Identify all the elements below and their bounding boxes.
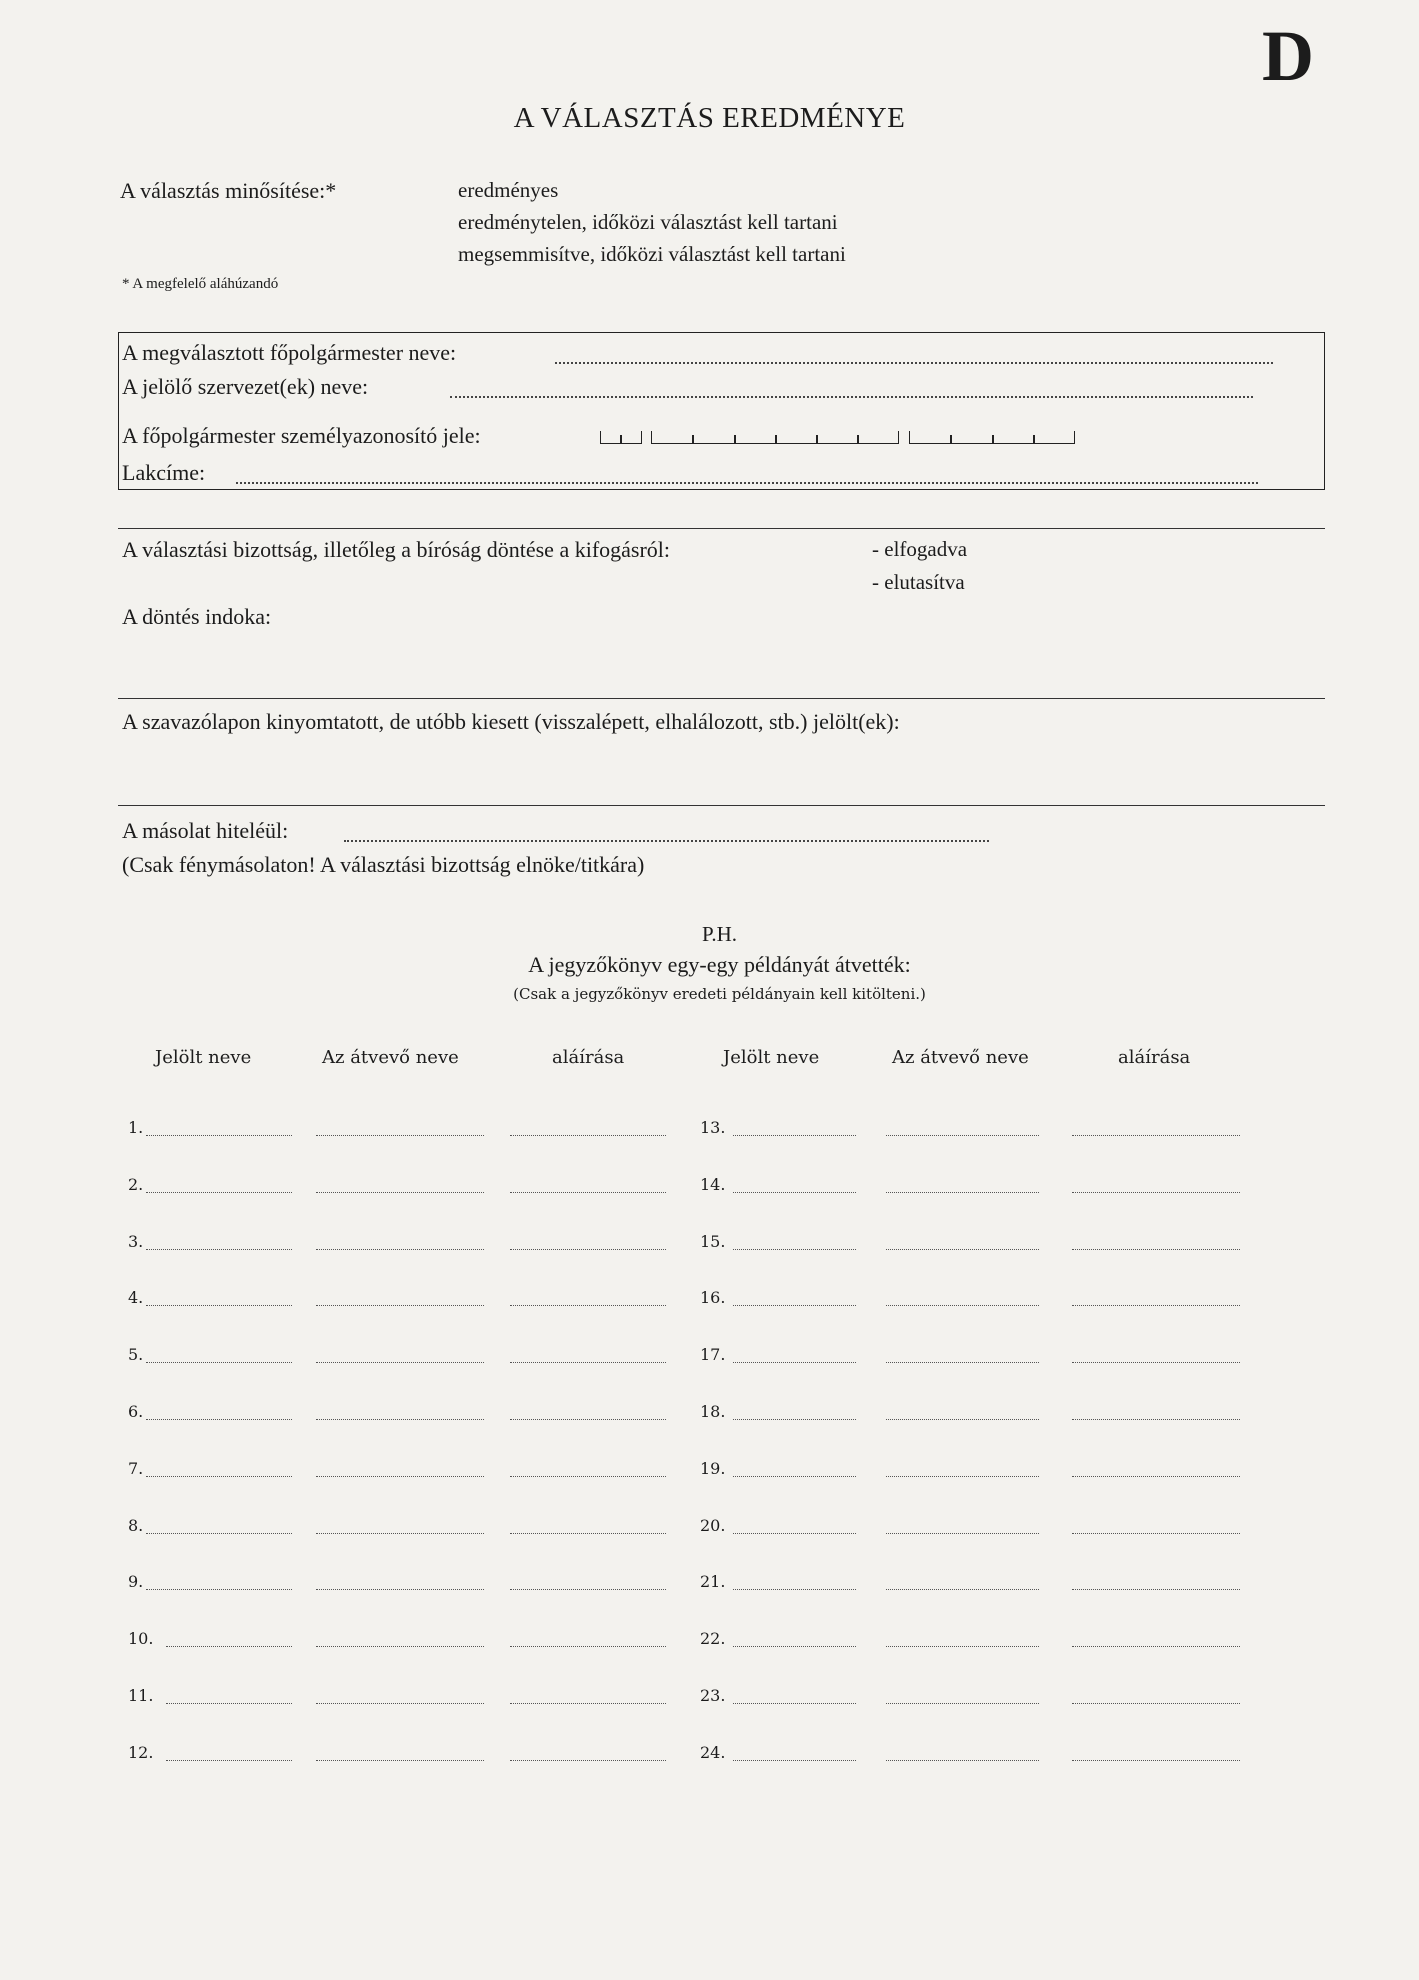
signature-field[interactable] <box>1072 1533 1240 1534</box>
row-number: 12. <box>128 1742 154 1762</box>
signature-field[interactable] <box>510 1362 666 1363</box>
row-number: 11. <box>128 1686 154 1705</box>
signature-field[interactable] <box>510 1249 666 1250</box>
row-number: 14. <box>700 1174 726 1194</box>
objection-rejected-option[interactable]: - elutasítva <box>872 570 965 594</box>
row-number: 3. <box>128 1231 144 1251</box>
candidate-name-field[interactable] <box>146 1476 292 1477</box>
elected-name-field[interactable] <box>555 362 1273 364</box>
candidate-name-field[interactable] <box>733 1135 856 1136</box>
candidate-name-field[interactable] <box>733 1703 856 1704</box>
nominating-org-label: A jelölő szervezet(ek) neve: <box>122 374 369 399</box>
divider <box>118 698 1325 699</box>
row-number: 4. <box>128 1288 144 1308</box>
col-header-recipient-left: Az átvevő neve <box>322 1047 459 1068</box>
candidate-name-field[interactable] <box>733 1362 856 1363</box>
candidate-name-field[interactable] <box>733 1249 856 1250</box>
recipient-name-field[interactable] <box>316 1533 484 1534</box>
recipient-name-field[interactable] <box>316 1476 484 1477</box>
candidate-name-field[interactable] <box>733 1646 856 1647</box>
col-header-signature-left: aláírása <box>552 1047 625 1068</box>
signature-field[interactable] <box>1072 1646 1240 1647</box>
recipient-name-field[interactable] <box>316 1646 484 1647</box>
signature-field[interactable] <box>1072 1192 1240 1193</box>
recipient-name-field[interactable] <box>886 1419 1039 1420</box>
qualification-footnote: * A megfelelő aláhúzandó <box>122 276 279 292</box>
recipient-name-field[interactable] <box>886 1476 1039 1477</box>
row-number: 13. <box>700 1118 726 1137</box>
certification-field[interactable] <box>344 840 989 842</box>
recipient-name-field[interactable] <box>886 1192 1039 1193</box>
col-header-recipient-right: Az átvevő neve <box>892 1047 1029 1068</box>
candidate-name-field[interactable] <box>146 1533 292 1534</box>
candidate-name-field[interactable] <box>733 1760 856 1761</box>
candidate-name-field[interactable] <box>146 1135 292 1136</box>
col-header-candidate-left: Jelölt neve <box>155 1047 252 1068</box>
signature-field[interactable] <box>510 1760 666 1761</box>
signature-field[interactable] <box>510 1135 666 1136</box>
page-title: A VÁLASZTÁS EREDMÉNYE <box>513 102 906 134</box>
candidate-name-field[interactable] <box>733 1533 856 1534</box>
qualification-option-unsuccessful[interactable]: eredménytelen, időközi választást kell tartani <box>458 210 838 234</box>
signature-field[interactable] <box>510 1192 666 1193</box>
candidate-name-field[interactable] <box>166 1703 292 1704</box>
recipient-name-field[interactable] <box>316 1249 484 1250</box>
candidate-name-field[interactable] <box>733 1305 856 1306</box>
certification-note: (Csak fénymásolaton! A választási bizottság elnöke/titkára) <box>122 852 645 877</box>
candidate-name-field[interactable] <box>733 1192 856 1193</box>
signature-field[interactable] <box>510 1476 666 1477</box>
row-number: 24. <box>700 1742 726 1762</box>
divider <box>118 805 1325 806</box>
candidate-name-field[interactable] <box>733 1419 856 1420</box>
row-number: 16. <box>700 1288 726 1308</box>
candidate-name-field[interactable] <box>166 1760 292 1761</box>
row-number: 7. <box>128 1458 144 1478</box>
candidate-name-field[interactable] <box>146 1305 292 1306</box>
recipient-name-field[interactable] <box>886 1249 1039 1250</box>
row-number: 10. <box>128 1629 154 1649</box>
section-letter: D <box>1262 16 1314 96</box>
signature-field[interactable] <box>510 1703 666 1704</box>
row-number: 9. <box>128 1572 144 1592</box>
candidate-name-field[interactable] <box>733 1476 856 1477</box>
recipient-name-field[interactable] <box>886 1135 1039 1136</box>
candidate-name-field[interactable] <box>166 1646 292 1647</box>
signature-field[interactable] <box>1072 1476 1240 1477</box>
dropped-candidates-label: A szavazólapon kinyomtatott, de utóbb kiesett (visszalépett, elhalálozott, stb.) jelölt(ek): <box>122 709 900 734</box>
objection-accepted-option[interactable]: - elfogadva <box>872 537 968 561</box>
address-field[interactable] <box>236 482 1258 484</box>
personal-id-label: A főpolgármester személyazonosító jele: <box>122 423 481 448</box>
signature-field[interactable] <box>1072 1589 1240 1590</box>
recipient-name-field[interactable] <box>316 1135 484 1136</box>
col-header-signature-right: aláírása <box>1118 1047 1191 1068</box>
signature-field[interactable] <box>1072 1362 1240 1363</box>
row-number: 21. <box>700 1572 726 1592</box>
qualification-option-annulled[interactable]: megsemmisítve, időközi választást kell tartani <box>458 242 846 266</box>
nominating-org-field[interactable] <box>450 396 1253 398</box>
candidate-name-field[interactable] <box>146 1249 292 1250</box>
row-number: 6. <box>128 1402 144 1421</box>
recipient-name-field[interactable] <box>316 1760 484 1761</box>
signature-field[interactable] <box>1072 1249 1240 1250</box>
recipient-name-field[interactable] <box>886 1760 1039 1761</box>
row-number: 1. <box>128 1118 144 1137</box>
row-number: 18. <box>700 1402 726 1421</box>
recipient-name-field[interactable] <box>886 1646 1039 1647</box>
recipient-name-field[interactable] <box>316 1703 484 1704</box>
recipient-name-field[interactable] <box>886 1589 1039 1590</box>
candidate-name-field[interactable] <box>146 1192 292 1193</box>
receipt-subheading: (Csak a jegyzőkönyv eredeti példányain kell kitölteni.) <box>513 985 926 1003</box>
row-number: 15. <box>700 1231 726 1251</box>
candidate-name-field[interactable] <box>733 1589 856 1590</box>
row-number: 20. <box>700 1515 726 1535</box>
col-header-candidate-right: Jelölt neve <box>723 1047 820 1068</box>
row-number: 17. <box>700 1345 726 1365</box>
row-number: 22. <box>700 1629 726 1649</box>
row-number: 8. <box>128 1515 144 1535</box>
certification-label: A másolat hiteléül: <box>122 818 289 843</box>
recipient-name-field[interactable] <box>886 1703 1039 1704</box>
qualification-label: A választás minősítése:* <box>120 178 337 203</box>
row-number: 23. <box>700 1686 726 1705</box>
signature-field[interactable] <box>510 1419 666 1420</box>
candidate-name-field[interactable] <box>146 1419 292 1420</box>
recipient-name-field[interactable] <box>316 1192 484 1193</box>
signature-field[interactable] <box>1072 1305 1240 1306</box>
objection-decision-label: A választási bizottság, illetőleg a bíróság döntése a kifogásról: <box>122 537 671 562</box>
recipient-name-field[interactable] <box>886 1533 1039 1534</box>
elected-name-label: A megválasztott főpolgármester neve: <box>122 340 457 365</box>
signature-field[interactable] <box>1072 1703 1240 1704</box>
recipient-name-field[interactable] <box>886 1362 1039 1363</box>
candidate-name-field[interactable] <box>146 1589 292 1590</box>
signature-field[interactable] <box>1072 1760 1240 1761</box>
row-number: 2. <box>128 1174 144 1194</box>
signature-field[interactable] <box>510 1646 666 1647</box>
recipient-name-field[interactable] <box>316 1419 484 1420</box>
candidate-name-field[interactable] <box>146 1362 292 1363</box>
recipient-name-field[interactable] <box>316 1589 484 1590</box>
signature-field[interactable] <box>510 1589 666 1590</box>
qualification-option-successful[interactable]: eredményes <box>458 178 559 202</box>
decision-reason-label: A döntés indoka: <box>122 604 272 629</box>
stamp-placeholder: P.H. <box>701 922 738 946</box>
signature-field[interactable] <box>1072 1135 1240 1136</box>
receipt-heading: A jegyzőkönyv egy-egy példányát átvették: <box>528 952 911 977</box>
signature-field[interactable] <box>510 1533 666 1534</box>
address-label: Lakcíme: <box>122 460 206 485</box>
recipient-name-field[interactable] <box>316 1305 484 1306</box>
signature-field[interactable] <box>510 1305 666 1306</box>
row-number: 19. <box>700 1458 726 1478</box>
recipient-name-field[interactable] <box>886 1305 1039 1306</box>
signature-field[interactable] <box>1072 1419 1240 1420</box>
divider <box>118 528 1325 529</box>
recipient-name-field[interactable] <box>316 1362 484 1363</box>
row-number: 5. <box>128 1345 144 1365</box>
